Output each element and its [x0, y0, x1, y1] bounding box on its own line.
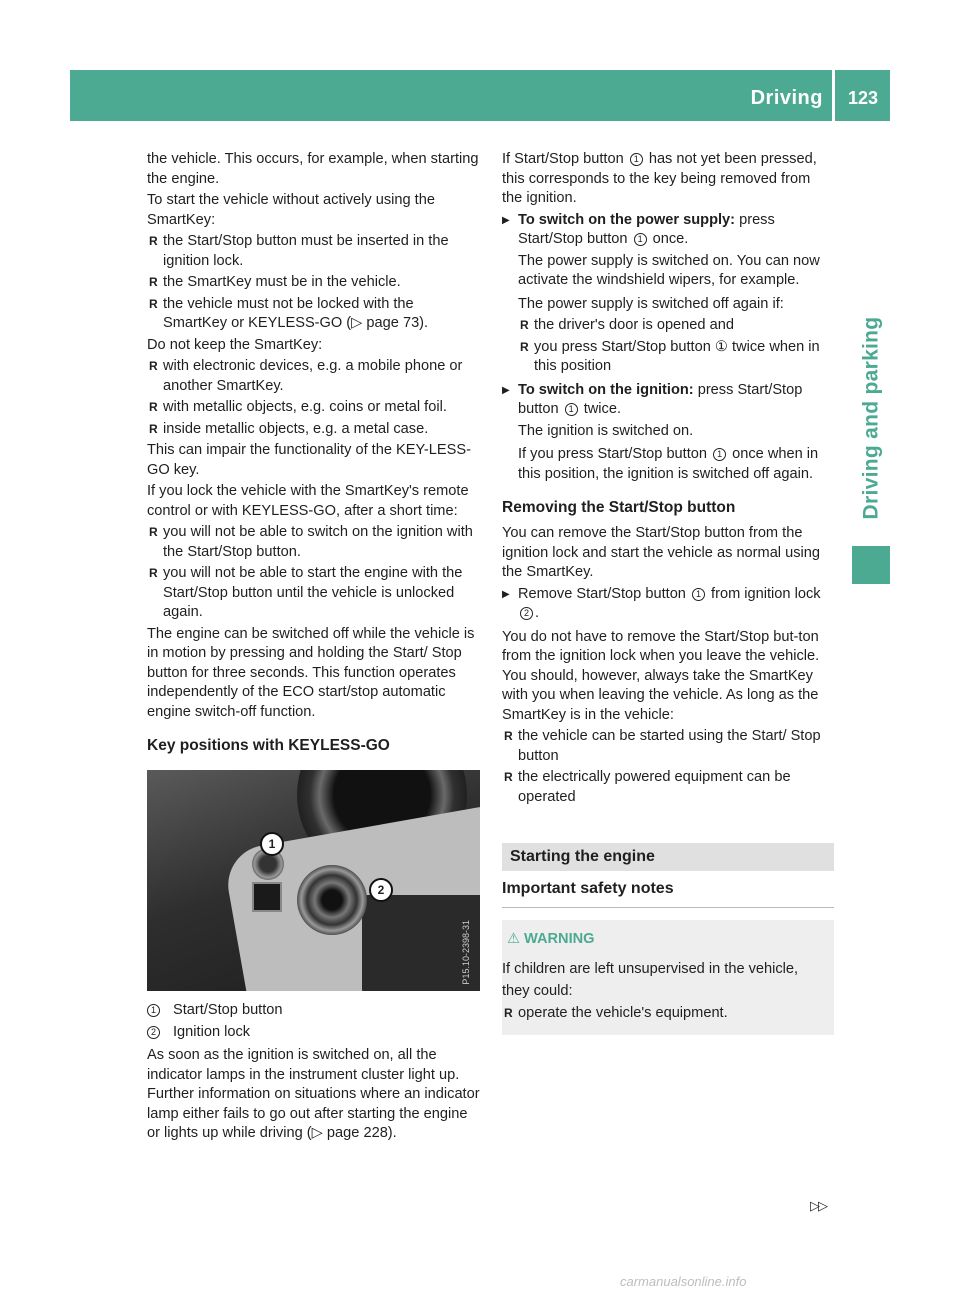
side-tab-label: Driving and parking [859, 316, 883, 520]
list-item: R the electrically powered equipment can be operated [502, 768, 834, 807]
section-heading: Key positions with KEYLESS-GO [147, 737, 390, 754]
start-stop-slot [252, 882, 282, 912]
number-marker: 1 [147, 1004, 160, 1017]
paragraph: This can impair the functionality of the KEY-LESS-GO key. [147, 442, 471, 478]
paragraph: You can remove the Start/Stop button from the ignition lock and start the vehicle as normal using the SmartKey. [502, 525, 820, 580]
key-positions-photo [147, 770, 480, 991]
number-marker: 2 [147, 1026, 160, 1039]
chapter-title: Driving [750, 87, 823, 109]
header-separator [832, 70, 835, 121]
callout-2: 2 [369, 878, 393, 902]
warning-triangle-icon: ⚠ [507, 931, 521, 947]
paragraph: The engine can be switched off while the vehicle is in motion by pressing and holding the Start/ Stop button for three seconds. This function operates independently of the ECO start/stop automatic engine switch-off function. [147, 625, 475, 720]
list-item: R you will not be able to switch on the ignition with the Start/Stop button. [147, 523, 481, 562]
step-result: The ignition is switched on. [518, 422, 694, 439]
list-item: R with electronic devices, e.g. a mobile phone or another SmartKey. [147, 357, 481, 396]
photo-code: P15.10-2398-31 [460, 920, 471, 985]
step-note: The power supply is switched off again if: [518, 295, 784, 312]
paragraph: As soon as the ignition is switched on, all the indicator lamps in the instrument cluster light up. Further information on situations where an indicator lamp either fails to go out after starting the engine or lights up while driving (▷ page 228). [147, 1047, 480, 1141]
number-marker: 1 [713, 448, 726, 461]
list-item: R the vehicle must not be locked with the SmartKey or KEYLESS-GO (▷ page 73). [147, 295, 481, 334]
left-column [147, 150, 481, 1146]
number-marker: 2 [520, 607, 533, 620]
number-marker: 1 [565, 403, 578, 416]
list-item: R operate the vehicle's equipment. [502, 1004, 826, 1024]
warning-text: If children are left unsupervised in the vehicle, they could: [502, 960, 799, 999]
legend-item [147, 1023, 481, 1043]
section-title: Starting the engine [502, 843, 834, 871]
warning-heading: ⚠ WARNING [502, 930, 826, 950]
list-item: R the driver's door is opened and [502, 316, 834, 336]
footer-watermark: carmanualsonline.info [620, 1274, 747, 1289]
step-note: If you press Start/Stop button 1 once when in this position, the ignition is switched off again. [518, 446, 819, 482]
paragraph: If Start/Stop button 1 has not yet been pressed, this corresponds to the key being removed from the ignition. [502, 151, 817, 206]
paragraph: If you lock the vehicle with the SmartKey's remote control or with KEYLESS-GO, after a short time: [147, 483, 469, 519]
legend-label: Ignition lock [173, 1023, 251, 1040]
number-marker: 1 [630, 153, 643, 166]
side-tab-marker [852, 546, 890, 584]
number-marker: 1 [634, 233, 647, 246]
legend-label: Start/Stop button [173, 1002, 283, 1018]
callout-1: 1 [260, 832, 284, 856]
instruction-step: ▶ To switch on the power supply: press Start/Stop button 1 once. [502, 211, 834, 250]
number-marker: 1 [692, 588, 705, 601]
warning-box [502, 920, 834, 1035]
right-column [502, 150, 834, 1035]
paragraph: To start the vehicle without actively using the SmartKey: [147, 192, 435, 228]
instruction-step: ▶ To switch on the ignition: press Start/Stop button 1 twice. [502, 381, 834, 420]
step-result: The power supply is switched on. You can now activate the windshield wipers, for example. [518, 252, 820, 288]
list-item: R you will not be able to start the engine with the Start/Stop button until the vehicle is unlocked again. [147, 564, 481, 623]
section-heading: Removing the Start/Stop button [502, 499, 736, 516]
paragraph: You do not have to remove the Start/Stop but-ton from the ignition lock when you leave the vehicle. You should, however, always take the SmartKey with you when leaving the vehicle. As long as the SmartKey is in the vehicle: [502, 628, 820, 723]
page-number: 123 [847, 88, 879, 108]
paragraph: Do not keep the SmartKey: [147, 336, 323, 353]
list-item: R with metallic objects, e.g. coins or metal foil. [147, 398, 481, 418]
instruction-step: ▶ Remove Start/Stop button 1 from ignition lock 2 . [502, 585, 834, 624]
list-item: R the Start/Stop button must be inserted in the ignition lock. [147, 232, 481, 271]
list-item: R the vehicle can be started using the Start/ Stop button [502, 727, 834, 766]
list-item: R inside metallic objects, e.g. a metal case. [147, 420, 481, 440]
continue-arrows-icon: ▷▷ [810, 1198, 826, 1213]
ignition-lock [297, 865, 367, 935]
legend-item [147, 1001, 481, 1021]
list-item: R you press Start/Stop button ① twice when in this position [502, 338, 834, 377]
paragraph: the vehicle. This occurs, for example, when starting the engine. [147, 151, 479, 187]
list-item: R the SmartKey must be in the vehicle. [147, 273, 481, 293]
subsection-title: Important safety notes [502, 871, 834, 908]
